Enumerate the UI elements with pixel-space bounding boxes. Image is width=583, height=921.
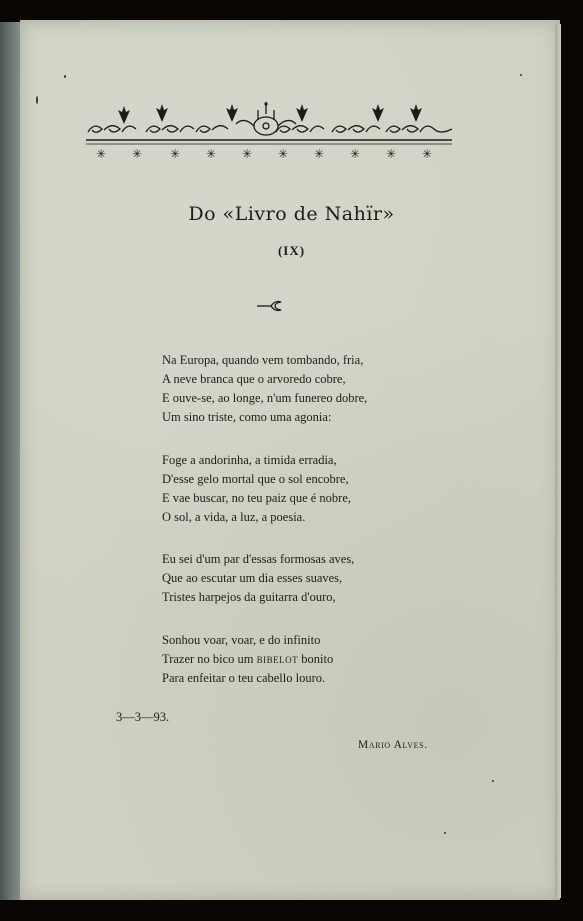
bibelot-word: bibelot — [256, 652, 299, 666]
svg-text:✳: ✳ — [132, 147, 143, 161]
svg-text:✳: ✳ — [206, 147, 217, 161]
poem-date: 3—3—93. — [116, 710, 170, 724]
paper-speck — [520, 74, 522, 76]
verse-line: D'esse gelo mortal que o sol encobre, — [162, 472, 349, 486]
verse-line: Eu sei d'um par d'essas formosas aves, — [162, 552, 355, 566]
verse-line: E ouve-se, ao longe, n'um funereo dobre, — [162, 391, 368, 405]
svg-text:✳: ✳ — [242, 147, 253, 161]
svg-text:✳: ✳ — [278, 147, 289, 161]
svg-text:✳: ✳ — [314, 147, 325, 161]
svg-text:✳: ✳ — [170, 147, 181, 161]
stanza-3 — [162, 550, 354, 607]
author-signature: Mario Alves. — [358, 739, 428, 751]
verse-line: Um sino triste, como uma agonia: — [162, 410, 332, 424]
paper-speck — [64, 75, 66, 78]
svg-text:✳: ✳ — [96, 147, 107, 161]
svg-text:✳: ✳ — [350, 147, 361, 161]
svg-text:✳: ✳ — [386, 147, 397, 161]
paper-speck — [492, 780, 494, 782]
stanza-4 — [162, 631, 333, 688]
verse-line: Que ao escutar um dia esses suaves, — [162, 571, 343, 585]
ornament-header-icon — [86, 98, 452, 162]
paper-speck — [444, 832, 446, 834]
verse-line: A neve branca que o arvoredo cobre, — [162, 372, 346, 386]
verse-line: Foge a andorinha, a timida erradia, — [162, 453, 337, 467]
verse-line: Para enfeitar o teu cabello louro. — [162, 671, 326, 685]
poem-number: (IX) — [277, 243, 306, 258]
svg-text:✳: ✳ — [422, 147, 433, 161]
stanza-2 — [162, 451, 351, 527]
book-binding — [0, 22, 22, 900]
flourish-divider-icon — [255, 298, 285, 312]
verse-line: Tristes harpejos da guitarra d'ouro, — [162, 590, 336, 604]
verse-line: Na Europa, quando vem tombando, fria, — [162, 353, 364, 367]
stanza-1 — [162, 351, 367, 427]
verse-line: Trazer no bico um bibelot bonito — [162, 652, 334, 666]
verse-line: O sol, a vida, a luz, a poesia. — [162, 510, 306, 524]
paper-speck — [36, 96, 38, 104]
poem-title: Do «Livro de Nahïr» — [188, 203, 395, 225]
verse-line: Sonhou voar, voar, e do infinito — [162, 633, 321, 647]
page-edge — [555, 24, 561, 898]
verse-line: E vae buscar, no teu paiz que é nobre, — [162, 491, 352, 505]
